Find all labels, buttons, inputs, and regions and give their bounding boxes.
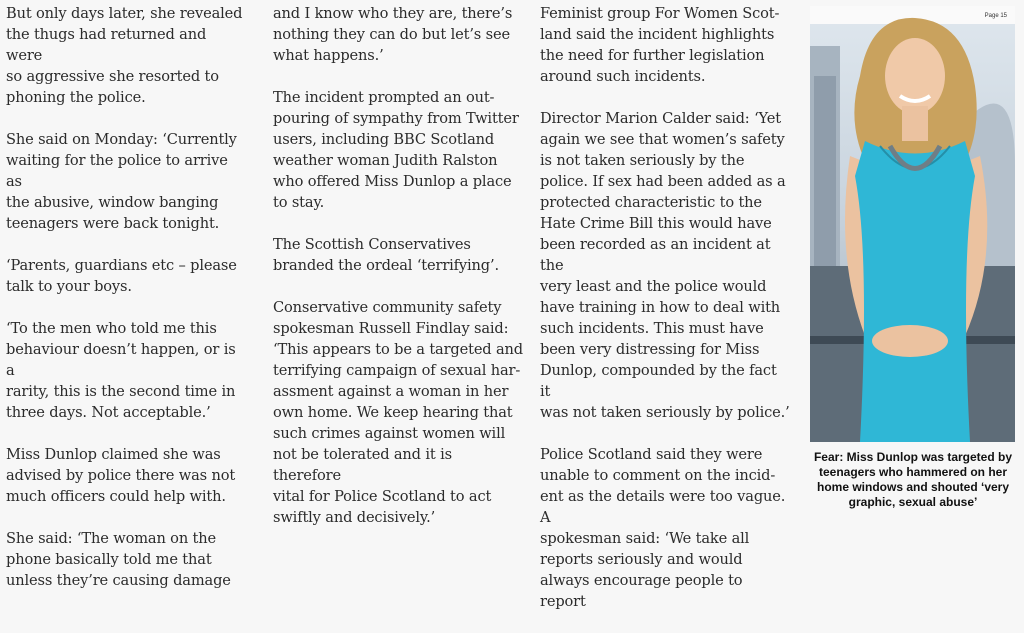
article-photo <box>810 6 1015 442</box>
paragraph: But only days later, she revealed the thugs had returned and were so aggressive she resorted to phoning the police. <box>6 5 243 106</box>
article-column-3 <box>540 3 790 633</box>
paragraph: The incident prompted an out- pouring of sympathy from Twitter users, including BBC Scotland weather woman Judith Ralston who offered Miss Dunlop a place to stay. <box>273 89 519 211</box>
article-column-1 <box>6 3 246 612</box>
photo-illustration <box>810 6 1015 442</box>
paragraph: Director Marion Calder said: ‘Yet again we see that women’s safety is not taken seriously by the police. If sex had been added as a protected characteristic to the Hate Crime Bill this would have been recorded as an incident at the very least and the police would have training in how to deal with such incidents. This must have been very distressing for Miss Dunlop, compounded by the fact it was not taken seriously by police.’ <box>540 110 790 421</box>
paragraph: The Scottish Conservatives branded the ordeal ‘terrifying’. <box>273 236 499 274</box>
photo-caption: Fear: Miss Dunlop was targeted by teenagers who hammered on her home windows and shouted ‘very graphic, sexual abuse’ <box>813 450 1013 509</box>
paragraph: Feminist group For Women Scot- land said the incident highlights the need for further legislation around such incidents. <box>540 5 780 85</box>
page-label: Page 15 <box>984 13 1007 19</box>
paragraph: and I know who they are, there’s nothing they can do but let’s see what happens.’ <box>273 5 513 64</box>
paragraph: She said on Monday: ‘Currently waiting for the police to arrive as the abusive, window banging teenagers were back tonight. <box>6 131 237 232</box>
paragraph: Miss Dunlop claimed she was advised by police there was not much officers could help with. <box>6 446 236 505</box>
paragraph: She said: ‘The woman on the phone basically told me that unless they’re causing damage <box>6 530 231 589</box>
paragraph: Conservative community safety spokesman Russell Findlay said: ‘This appears to be a targeted and terrifying campaign of sexual har- assment against a woman in her own home. We keep hearing that such crimes against women will not be tolerated and it is therefore vital for Police Scotland to act swiftly and decisively.’ <box>273 299 523 526</box>
paragraph: Police Scotland said they were unable to comment on the incid- ent as the details were too vague. A spokesman said: ‘We take all reports seriously and would always encourage people to report <box>540 446 786 610</box>
paragraph: ‘Parents, guardians etc – please talk to your boys. <box>6 257 237 295</box>
paragraph: ‘To the men who told me this behaviour doesn’t happen, or is a rarity, this is the second time in three days. Not acceptable.’ <box>6 320 236 421</box>
article-column-2 <box>273 3 523 549</box>
